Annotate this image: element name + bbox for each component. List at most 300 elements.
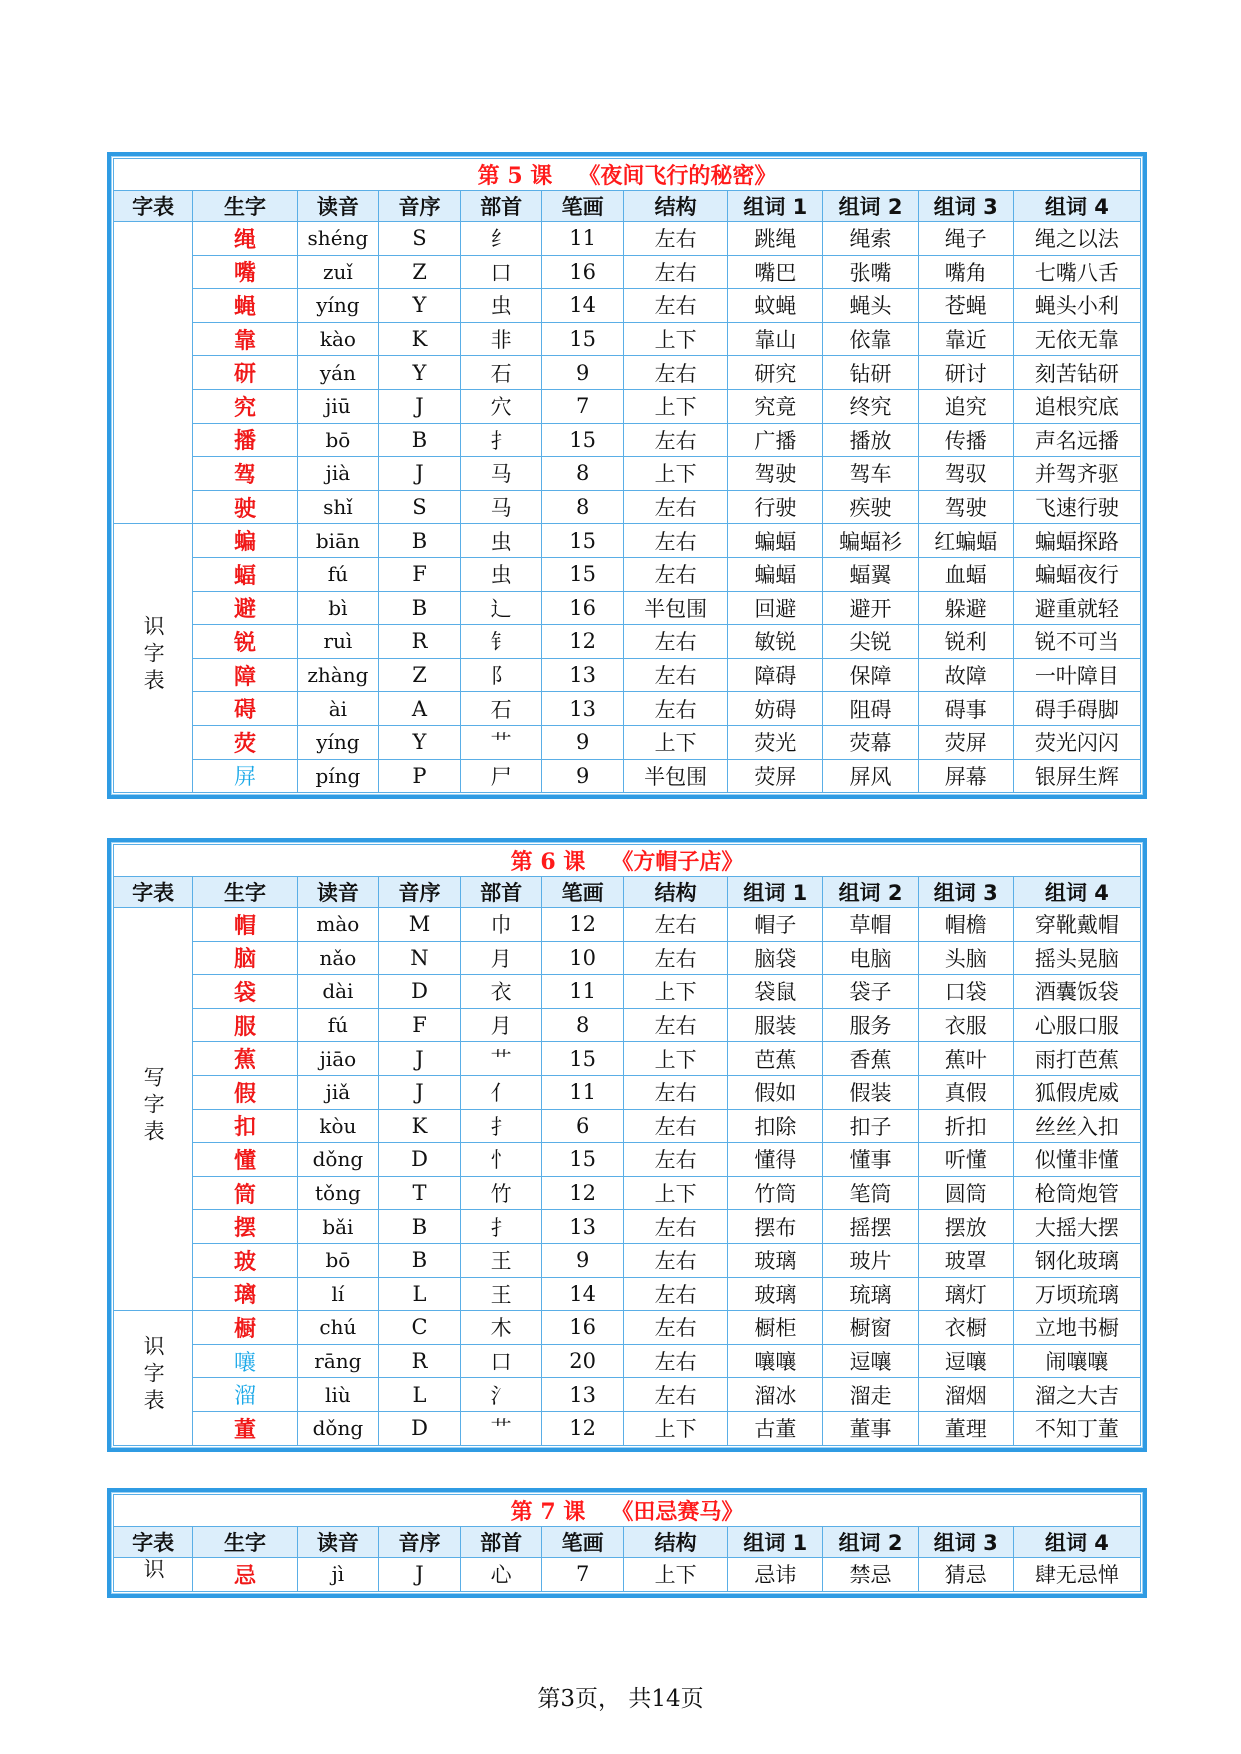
cell-char: 碍 — [193, 692, 297, 726]
cell-char: 筒 — [193, 1176, 297, 1210]
cell-w4: 绳之以法 — [1013, 222, 1140, 256]
cell-radical: 王 — [460, 1243, 542, 1277]
cell-w3: 追究 — [918, 389, 1013, 423]
cell-w3: 璃灯 — [918, 1277, 1013, 1311]
cell-structure: 左右 — [623, 941, 727, 975]
cell-order: R — [379, 625, 461, 659]
cell-w1: 障碍 — [728, 658, 823, 692]
cell-structure: 左右 — [623, 1311, 727, 1345]
cell-radical: 穴 — [460, 389, 542, 423]
table-row — [114, 389, 1141, 423]
column-header: 组词 4 — [1013, 1527, 1140, 1558]
cell-w2: 溜走 — [823, 1378, 918, 1412]
cell-w1: 行驶 — [728, 490, 823, 524]
cell-strokes: 13 — [542, 1210, 624, 1244]
cell-w4: 避重就轻 — [1013, 591, 1140, 625]
cell-char: 靠 — [193, 322, 297, 356]
cell-pinyin: rāng — [297, 1344, 379, 1378]
column-header: 读音 — [297, 877, 379, 908]
cell-radical: 月 — [460, 1008, 542, 1042]
column-header: 组词 2 — [823, 877, 918, 908]
cell-char: 播 — [193, 423, 297, 457]
cell-w4: 蝙蝠夜行 — [1013, 557, 1140, 591]
cell-w1: 荧光 — [728, 725, 823, 759]
cell-structure: 左右 — [623, 524, 727, 558]
cell-w1: 嘴巴 — [728, 255, 823, 289]
cell-w2: 服务 — [823, 1008, 918, 1042]
cell-w1: 回避 — [728, 591, 823, 625]
table-row — [114, 658, 1141, 692]
cell-w2: 琉璃 — [823, 1277, 918, 1311]
cell-structure: 左右 — [623, 658, 727, 692]
lesson-title-row — [114, 159, 1141, 191]
cell-w4: 锐不可当 — [1013, 625, 1140, 659]
cell-char: 摆 — [193, 1210, 297, 1244]
cell-w3: 嘴角 — [918, 255, 1013, 289]
cell-w3: 研讨 — [918, 356, 1013, 390]
cell-structure: 上下 — [623, 1176, 727, 1210]
column-header-row — [114, 1527, 1141, 1558]
cell-structure: 左右 — [623, 1143, 727, 1177]
cell-radical: 扌 — [460, 423, 542, 457]
table-row — [114, 1311, 1141, 1345]
cell-w1: 研究 — [728, 356, 823, 390]
cell-strokes: 9 — [542, 356, 624, 390]
cell-w2: 驾车 — [823, 457, 918, 491]
cell-order: B — [379, 423, 461, 457]
table-row — [114, 222, 1141, 256]
cell-order: R — [379, 1344, 461, 1378]
cell-w1: 驾驶 — [728, 457, 823, 491]
cell-strokes: 9 — [542, 725, 624, 759]
cell-pinyin: ài — [297, 692, 379, 726]
cell-w1: 懂得 — [728, 1143, 823, 1177]
cell-order: S — [379, 222, 461, 256]
cell-w1: 蝙蝠 — [728, 557, 823, 591]
cell-char: 荧 — [193, 725, 297, 759]
cell-order: K — [379, 322, 461, 356]
table-row — [114, 908, 1141, 942]
cell-order: F — [379, 557, 461, 591]
cell-char: 溜 — [193, 1378, 297, 1412]
cell-w3: 苍蝇 — [918, 289, 1013, 323]
lesson-title — [114, 845, 1141, 877]
cell-w4: 闹嚷嚷 — [1013, 1344, 1140, 1378]
cell-w1: 袋鼠 — [728, 975, 823, 1009]
cell-w3: 逗嚷 — [918, 1344, 1013, 1378]
cell-w4: 飞速行驶 — [1013, 490, 1140, 524]
cell-order: D — [379, 1143, 461, 1177]
cell-w4: 荧光闪闪 — [1013, 725, 1140, 759]
cell-order: B — [379, 1210, 461, 1244]
cell-radical: 非 — [460, 322, 542, 356]
cell-char: 懂 — [193, 1143, 297, 1177]
cell-pinyin: bì — [297, 591, 379, 625]
cell-strokes: 7 — [542, 389, 624, 423]
cell-pinyin: jì — [297, 1558, 379, 1592]
cell-w4: 丝丝入扣 — [1013, 1109, 1140, 1143]
cell-char: 袋 — [193, 975, 297, 1009]
cell-order: J — [379, 457, 461, 491]
cell-w1: 脑袋 — [728, 941, 823, 975]
lesson-title — [114, 1495, 1141, 1527]
cell-order: Y — [379, 356, 461, 390]
cell-pinyin: yíng — [297, 289, 379, 323]
cell-w3: 靠近 — [918, 322, 1013, 356]
table-row — [114, 1378, 1141, 1412]
column-header-row — [114, 877, 1141, 908]
column-header: 部首 — [460, 191, 542, 222]
table-row — [114, 1176, 1141, 1210]
cell-w4: 不知丁董 — [1013, 1411, 1140, 1445]
section-label-cell — [114, 908, 193, 1311]
cell-char: 玻 — [193, 1243, 297, 1277]
column-header: 部首 — [460, 1527, 542, 1558]
cell-order: F — [379, 1008, 461, 1042]
cell-radical: 心 — [460, 1558, 542, 1592]
cell-order: Z — [379, 658, 461, 692]
cell-strokes: 15 — [542, 322, 624, 356]
cell-char: 蝇 — [193, 289, 297, 323]
cell-strokes: 14 — [542, 1277, 624, 1311]
cell-radical: 竹 — [460, 1176, 542, 1210]
cell-w4: 穿靴戴帽 — [1013, 908, 1140, 942]
column-header-row — [114, 191, 1141, 222]
cell-pinyin: dǒng — [297, 1143, 379, 1177]
cell-char: 扣 — [193, 1109, 297, 1143]
cell-w2: 尖锐 — [823, 625, 918, 659]
table-row — [114, 490, 1141, 524]
lesson-table — [113, 844, 1141, 1446]
cell-radical: 虫 — [460, 289, 542, 323]
cell-w2: 笔筒 — [823, 1176, 918, 1210]
cell-pinyin: ruì — [297, 625, 379, 659]
cell-w3: 红蝙蝠 — [918, 524, 1013, 558]
cell-w2: 电脑 — [823, 941, 918, 975]
cell-radical: 扌 — [460, 1109, 542, 1143]
cell-w2: 阻碍 — [823, 692, 918, 726]
lesson-title — [114, 159, 1141, 191]
cell-order: M — [379, 908, 461, 942]
cell-structure: 上下 — [623, 389, 727, 423]
cell-w3: 听懂 — [918, 1143, 1013, 1177]
cell-order: P — [379, 759, 461, 793]
cell-radical: 艹 — [460, 1411, 542, 1445]
cell-w1: 跳绳 — [728, 222, 823, 256]
column-header: 字表 — [114, 191, 193, 222]
section-label: 识 — [141, 1558, 166, 1586]
cell-strokes: 8 — [542, 1008, 624, 1042]
cell-w1: 妨碍 — [728, 692, 823, 726]
cell-structure: 左右 — [623, 692, 727, 726]
cell-pinyin: biān — [297, 524, 379, 558]
cell-w2: 逗嚷 — [823, 1344, 918, 1378]
cell-order: J — [379, 1075, 461, 1109]
cell-w2: 懂事 — [823, 1143, 918, 1177]
cell-w2: 钻研 — [823, 356, 918, 390]
cell-pinyin: kào — [297, 322, 379, 356]
cell-structure: 左右 — [623, 1378, 727, 1412]
cell-w2: 扣子 — [823, 1109, 918, 1143]
cell-w2: 董事 — [823, 1411, 918, 1445]
cell-w3: 头脑 — [918, 941, 1013, 975]
column-header: 部首 — [460, 877, 542, 908]
table-row — [114, 356, 1141, 390]
cell-char: 帽 — [193, 908, 297, 942]
lesson-table — [113, 1494, 1141, 1592]
cell-radical: 阝 — [460, 658, 542, 692]
cell-w3: 口袋 — [918, 975, 1013, 1009]
lesson-5-table — [107, 152, 1147, 799]
table-row — [114, 524, 1141, 558]
cell-w1: 溜冰 — [728, 1378, 823, 1412]
cell-structure: 左右 — [623, 289, 727, 323]
cell-pinyin: fú — [297, 557, 379, 591]
cell-w4: 心服口服 — [1013, 1008, 1140, 1042]
cell-w4: 一叶障目 — [1013, 658, 1140, 692]
cell-w2: 玻片 — [823, 1243, 918, 1277]
cell-structure: 左右 — [623, 908, 727, 942]
column-header: 组词 4 — [1013, 191, 1140, 222]
cell-w1: 竹筒 — [728, 1176, 823, 1210]
cell-strokes: 16 — [542, 591, 624, 625]
cell-structure: 半包围 — [623, 591, 727, 625]
cell-char: 璃 — [193, 1277, 297, 1311]
cell-w2: 假装 — [823, 1075, 918, 1109]
cell-structure: 左右 — [623, 1344, 727, 1378]
cell-w4: 酒囊饭袋 — [1013, 975, 1140, 1009]
cell-order: B — [379, 591, 461, 625]
cell-w4: 狐假虎威 — [1013, 1075, 1140, 1109]
cell-radical: 忄 — [460, 1143, 542, 1177]
cell-strokes: 12 — [542, 1411, 624, 1445]
cell-w1: 广播 — [728, 423, 823, 457]
cell-w4: 溜之大吉 — [1013, 1378, 1140, 1412]
cell-pinyin: jià — [297, 457, 379, 491]
cell-strokes: 12 — [542, 625, 624, 659]
cell-pinyin: nǎo — [297, 941, 379, 975]
cell-char: 脑 — [193, 941, 297, 975]
cell-w3: 绳子 — [918, 222, 1013, 256]
cell-w2: 草帽 — [823, 908, 918, 942]
cell-strokes: 11 — [542, 975, 624, 1009]
page-footer: 第3页， 共14页 — [537, 1686, 704, 1712]
cell-w3: 故障 — [918, 658, 1013, 692]
cell-w2: 保障 — [823, 658, 918, 692]
cell-w1: 蚊蝇 — [728, 289, 823, 323]
section-label-cell — [114, 222, 193, 524]
table-row — [114, 1042, 1141, 1076]
table-row — [114, 725, 1141, 759]
cell-pinyin: tǒng — [297, 1176, 379, 1210]
column-header: 结构 — [623, 1527, 727, 1558]
cell-char: 驶 — [193, 490, 297, 524]
table-row — [114, 591, 1141, 625]
cell-w1: 假如 — [728, 1075, 823, 1109]
cell-w1: 靠山 — [728, 322, 823, 356]
column-header: 组词 1 — [728, 877, 823, 908]
section-label: 识字表 — [141, 1334, 166, 1416]
lesson-table — [113, 158, 1141, 793]
column-header: 音序 — [379, 1527, 461, 1558]
cell-w3: 血蝠 — [918, 557, 1013, 591]
cell-radical: 虫 — [460, 524, 542, 558]
cell-w1: 敏锐 — [728, 625, 823, 659]
cell-structure: 半包围 — [623, 759, 727, 793]
cell-radical: 艹 — [460, 1042, 542, 1076]
table-row — [114, 557, 1141, 591]
cell-strokes: 13 — [542, 1378, 624, 1412]
cell-radical: 扌 — [460, 1210, 542, 1244]
table-row — [114, 692, 1141, 726]
cell-w3: 驾驶 — [918, 490, 1013, 524]
cell-radical: 巾 — [460, 908, 542, 942]
cell-w1: 荧屏 — [728, 759, 823, 793]
cell-structure: 左右 — [623, 490, 727, 524]
column-header: 音序 — [379, 191, 461, 222]
cell-radical: 纟 — [460, 222, 542, 256]
cell-strokes: 16 — [542, 255, 624, 289]
cell-char: 蕉 — [193, 1042, 297, 1076]
cell-order: D — [379, 975, 461, 1009]
cell-strokes: 15 — [542, 1042, 624, 1076]
cell-w2: 播放 — [823, 423, 918, 457]
cell-w2: 蝇头 — [823, 289, 918, 323]
cell-char: 绳 — [193, 222, 297, 256]
column-header: 读音 — [297, 1527, 379, 1558]
cell-w3: 传播 — [918, 423, 1013, 457]
cell-order: Y — [379, 725, 461, 759]
cell-order: J — [379, 1042, 461, 1076]
cell-w2: 香蕉 — [823, 1042, 918, 1076]
cell-w4: 枪筒炮管 — [1013, 1176, 1140, 1210]
cell-pinyin: zhàng — [297, 658, 379, 692]
cell-char: 蝙 — [193, 524, 297, 558]
cell-char: 橱 — [193, 1311, 297, 1345]
table-row — [114, 975, 1141, 1009]
cell-w2: 袋子 — [823, 975, 918, 1009]
cell-w4: 蝇头小利 — [1013, 289, 1140, 323]
cell-order: Z — [379, 255, 461, 289]
cell-strokes: 6 — [542, 1109, 624, 1143]
table-row — [114, 1210, 1141, 1244]
column-header: 笔画 — [542, 877, 624, 908]
cell-w2: 摇摆 — [823, 1210, 918, 1244]
cell-w4: 万顷琉璃 — [1013, 1277, 1140, 1311]
cell-pinyin: yíng — [297, 725, 379, 759]
column-header: 生字 — [193, 877, 297, 908]
cell-structure: 上下 — [623, 725, 727, 759]
cell-strokes: 15 — [542, 423, 624, 457]
table-row — [114, 1558, 1141, 1592]
cell-pinyin: bō — [297, 423, 379, 457]
column-header: 笔画 — [542, 1527, 624, 1558]
cell-radical: 艹 — [460, 725, 542, 759]
table-row — [114, 1109, 1141, 1143]
lesson-number: 第 7 课 — [510, 1499, 586, 1525]
lesson-title-row — [114, 1495, 1141, 1527]
cell-structure: 左右 — [623, 222, 727, 256]
cell-w3: 猜忌 — [918, 1558, 1013, 1592]
cell-char: 避 — [193, 591, 297, 625]
cell-order: Y — [379, 289, 461, 323]
cell-w2: 依靠 — [823, 322, 918, 356]
table-row — [114, 1143, 1141, 1177]
cell-w4: 蝙蝠探路 — [1013, 524, 1140, 558]
cell-w1: 橱柜 — [728, 1311, 823, 1345]
cell-w4: 追根究底 — [1013, 389, 1140, 423]
cell-w3: 碍事 — [918, 692, 1013, 726]
cell-order: B — [379, 1243, 461, 1277]
column-header: 组词 3 — [918, 877, 1013, 908]
cell-radical: 口 — [460, 255, 542, 289]
cell-structure: 左右 — [623, 423, 727, 457]
cell-w1: 服装 — [728, 1008, 823, 1042]
cell-w3: 衣橱 — [918, 1311, 1013, 1345]
table-row — [114, 759, 1141, 793]
cell-radical: 月 — [460, 941, 542, 975]
table-row — [114, 289, 1141, 323]
cell-order: T — [379, 1176, 461, 1210]
cell-w1: 芭蕉 — [728, 1042, 823, 1076]
cell-order: C — [379, 1311, 461, 1345]
lesson-name: 《夜间飞行的秘密》 — [578, 163, 777, 189]
cell-pinyin: yán — [297, 356, 379, 390]
cell-w3: 蕉叶 — [918, 1042, 1013, 1076]
cell-char: 锐 — [193, 625, 297, 659]
table-row — [114, 1344, 1141, 1378]
cell-order: D — [379, 1411, 461, 1445]
cell-w1: 帽子 — [728, 908, 823, 942]
cell-w2: 蝙蝠衫 — [823, 524, 918, 558]
cell-pinyin: mào — [297, 908, 379, 942]
cell-radical: 木 — [460, 1311, 542, 1345]
cell-structure: 左右 — [623, 1210, 727, 1244]
cell-w4: 刻苦钻研 — [1013, 356, 1140, 390]
cell-strokes: 15 — [542, 557, 624, 591]
cell-w4: 银屏生辉 — [1013, 759, 1140, 793]
cell-pinyin: shǐ — [297, 490, 379, 524]
lesson-title-row — [114, 845, 1141, 877]
column-header: 字表 — [114, 877, 193, 908]
cell-char: 障 — [193, 658, 297, 692]
cell-w3: 溜烟 — [918, 1378, 1013, 1412]
column-header: 组词 1 — [728, 1527, 823, 1558]
lesson-number: 第 6 课 — [510, 849, 586, 875]
cell-char: 蝠 — [193, 557, 297, 591]
cell-w1: 究竟 — [728, 389, 823, 423]
cell-strokes: 7 — [542, 1558, 624, 1592]
section-label: 识字表 — [141, 615, 166, 697]
cell-strokes: 16 — [542, 1311, 624, 1345]
cell-char: 忌 — [193, 1558, 297, 1592]
table-row — [114, 1243, 1141, 1277]
cell-strokes: 11 — [542, 1075, 624, 1109]
cell-order: L — [379, 1277, 461, 1311]
cell-w4: 并驾齐驱 — [1013, 457, 1140, 491]
cell-char: 研 — [193, 356, 297, 390]
column-header: 结构 — [623, 191, 727, 222]
table-row — [114, 1008, 1141, 1042]
cell-w4: 大摇大摆 — [1013, 1210, 1140, 1244]
cell-w2: 疾驶 — [823, 490, 918, 524]
cell-w2: 绳索 — [823, 222, 918, 256]
cell-strokes: 14 — [542, 289, 624, 323]
cell-w4: 无依无靠 — [1013, 322, 1140, 356]
cell-w4: 似懂非懂 — [1013, 1143, 1140, 1177]
cell-radical: 石 — [460, 356, 542, 390]
column-header: 笔画 — [542, 191, 624, 222]
